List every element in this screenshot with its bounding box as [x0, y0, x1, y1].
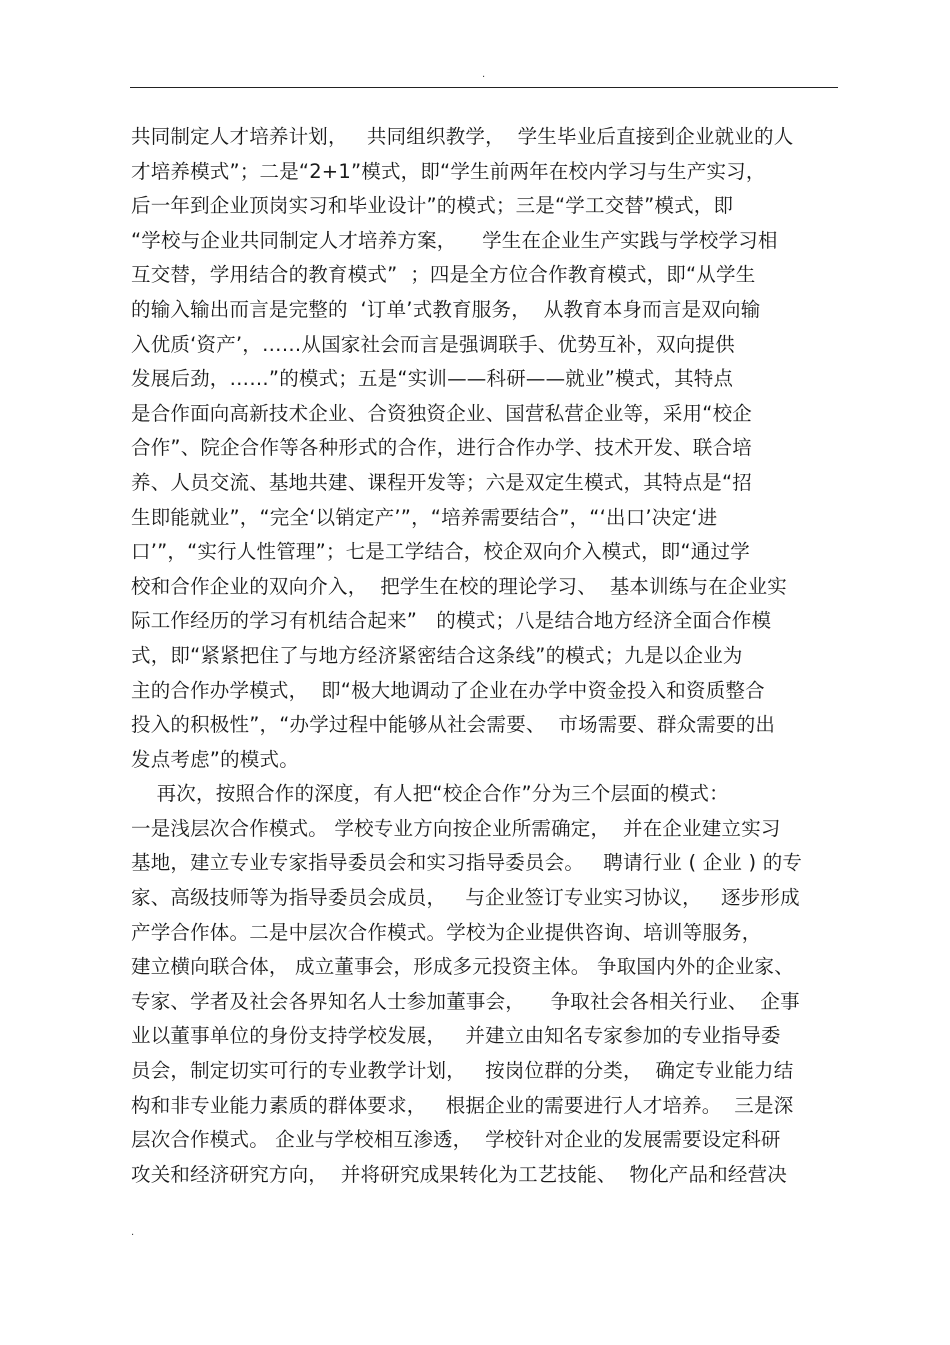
text-line: 员会，制定切实可行的专业教学计划， 按岗位群的分类， 确定专业能力结 [131, 1059, 794, 1083]
text-line: 基地，建立专业专家指导委员会和实习指导委员会。 聘请行业 ( 企业 ) 的专 [131, 851, 803, 875]
text-line: 互交替，学用结合的教育模式” ；四是全方位合作教育模式，即“从学生 [131, 263, 756, 287]
text-line: 家、高级技师等为指导委员会成员， 与企业签订专业实习协议， 逐步形成 [131, 886, 800, 910]
document-body [131, 120, 841, 1192]
text-line: 的输入输出而言是完整的 ‘订单’式教育服务， 从教育本身而言是双向输 [131, 297, 761, 321]
text-line: 际工作经历的学习有机结合起来” 的模式；八是结合地方经济全面合作模 [131, 609, 772, 633]
text-line: 业以董事单位的身份支持学校发展， 并建立由知名专家参加的专业指导委 [131, 1024, 781, 1048]
text-line: 生即能就业”，“完全‘以销定产’”，“培养需要结合”，“‘出口’决定‘进 [131, 505, 718, 529]
text-line: 层次合作模式。 企业与学校相互渗透， 学校针对企业的发展需要设定科研 [131, 1128, 781, 1152]
text-line: 主的合作办学模式， 即“极大地调动了企业在办学中资金投入和资质整合 [131, 678, 765, 702]
text-line: 专家、学者及社会各界知名人士参加董事会， 争取社会各相关行业、 企事 [131, 989, 800, 1013]
text-line: 口’”，“实行人性管理”；七是工学结合，校企双向介入模式，即“通过学 [131, 540, 750, 564]
text-line: 才培养模式”；二是“2+1”模式，即“学生前两年在校内学习与生产实习， [131, 159, 766, 183]
text-line: 养、人员交流、基地共建、课程开发等；六是双定生模式，其特点是“招 [131, 470, 753, 494]
text-line: 共同制定人才培养计划， 共同组织教学， 学生毕业后直接到企业就业的人 [131, 125, 794, 148]
text-line: 是合作面向高新技术企业、合资独资企业、国营私营企业等，采用“校企 [131, 401, 753, 425]
text-line: 产学合作体。二是中层次合作模式。学校为企业提供咨询、培训等服务， [131, 920, 762, 944]
text-line: 发点考虑”的模式。 [131, 747, 299, 771]
text-line: 发展后劲，……”的模式；五是“实训——科研——就业”模式，其特点 [131, 367, 734, 391]
text-line: 投入的积极性”，“办学过程中能够从社会需要、 市场需要、群众需要的出 [131, 713, 776, 737]
text-line: 校和合作企业的双向介入， 把学生在校的理论学习、 基本训练与在企业实 [131, 574, 787, 598]
text-line: 再次，按照合作的深度，有人把“校企合作”分为三个层面的模式： [131, 782, 729, 806]
text-line: “学校与企业共同制定人才培养方案， 学生在企业生产实践与学校学习相 [131, 228, 778, 252]
footer-dot: . [131, 1227, 135, 1238]
text-line: 一是浅层次合作模式。 学校专业方向按企业所需确定， 并在企业建立实习 [131, 816, 781, 840]
text-line: 后一年到企业顶岗实习和毕业设计”的模式；三是“学工交替”模式，即 [131, 194, 734, 218]
text-line: 攻关和经济研究方向， 并将研究成果转化为工艺技能、 物化产品和经营决 [131, 1162, 787, 1186]
header-dot: . [482, 69, 486, 80]
text-line: 建立横向联合体， 成立董事会，形成多元投资主体。 争取国内外的企业家、 [131, 955, 794, 979]
text-line: 合作”、院企合作等各种形式的合作，进行合作办学、技术开发、联合培 [131, 436, 753, 460]
text-line: 式，即“紧紧把住了与地方经济紧密结合这条线”的模式；九是以企业为 [131, 643, 743, 667]
header-rule [130, 87, 838, 88]
text-line: 入优质‘资产’，……从国家社会而言是强调联手、优势互补，双向提供 [131, 332, 735, 356]
text-line: 构和非专业能力素质的群体要求， 根据企业的需要进行人才培养。 三是深 [131, 1093, 794, 1117]
